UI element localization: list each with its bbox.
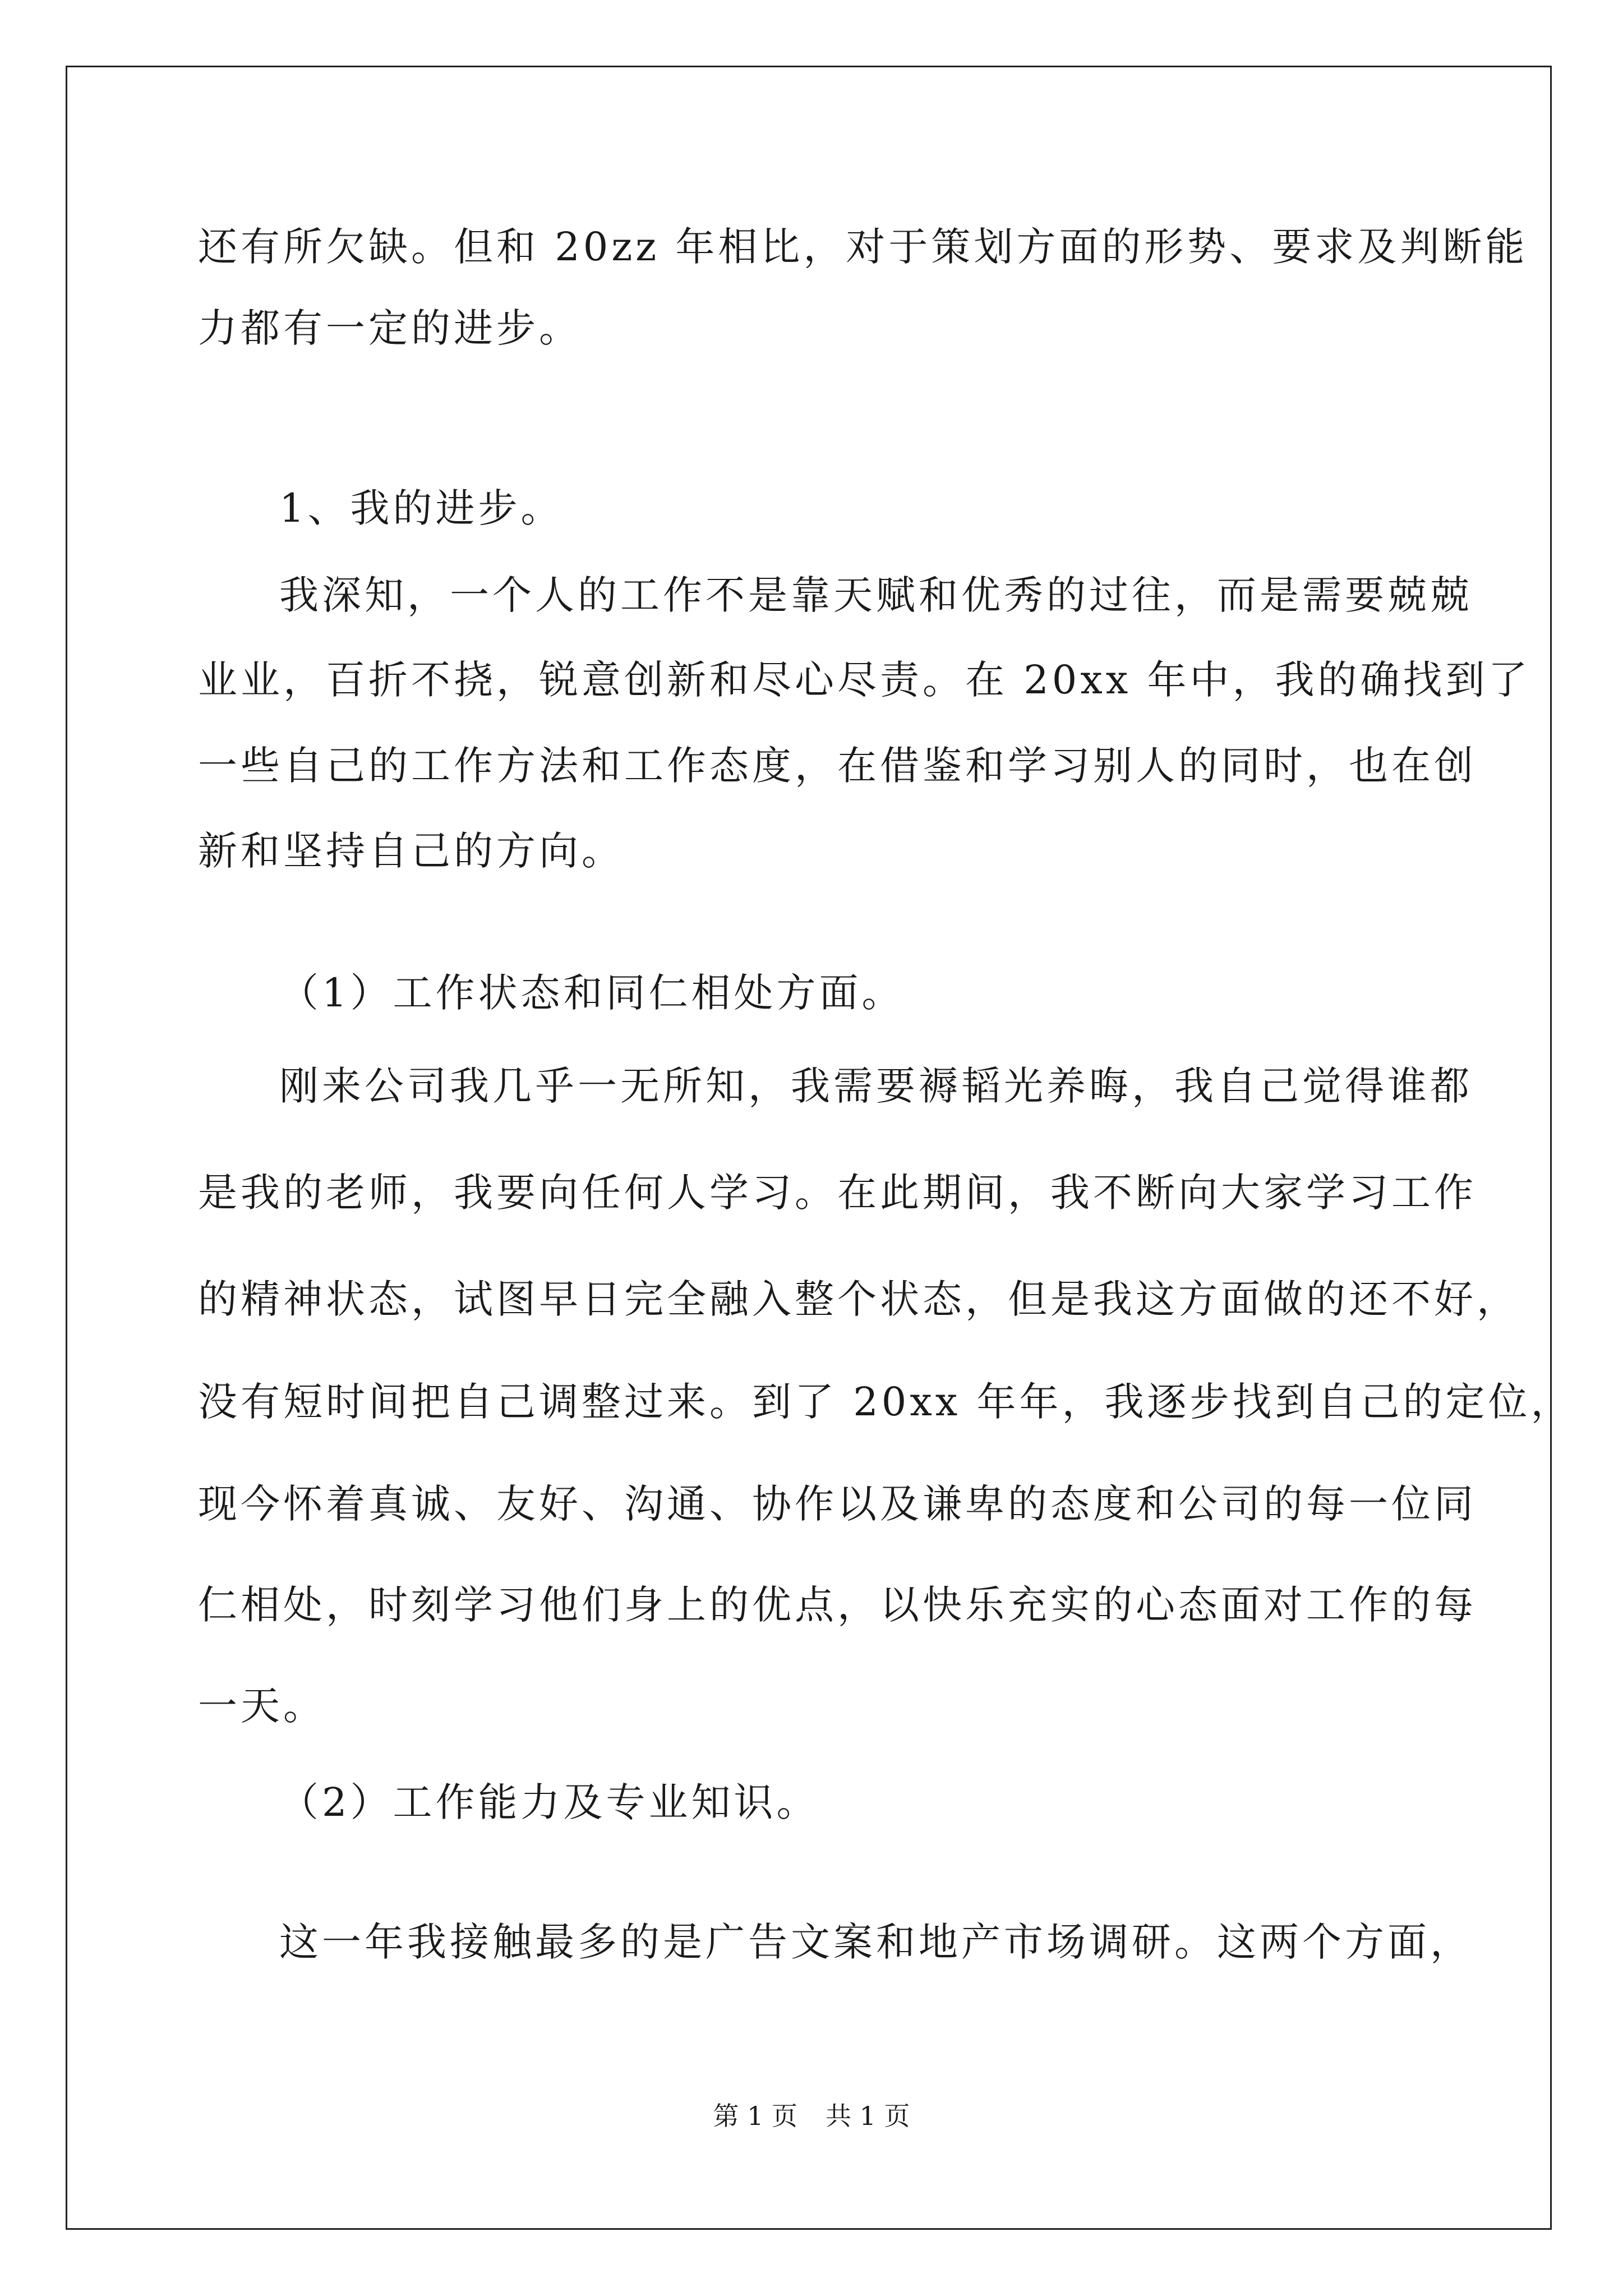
- page-number: 第 1 页: [713, 2101, 797, 2131]
- page-border: [66, 66, 1552, 2230]
- paragraph-line: 我深知，一个人的工作不是靠天赋和优秀的过往，而是需要兢兢: [279, 572, 1473, 618]
- page-total: 共 1 页: [826, 2101, 910, 2131]
- paragraph-line: 新和坚持自己的方向。: [198, 828, 624, 874]
- paragraph-line: 一天。: [198, 1683, 326, 1729]
- paragraph-line: 没有短时间把自己调整过来。到了 20xx 年年，我逐步找到自己的定位，: [198, 1379, 1574, 1425]
- paragraph-line: 一些自己的工作方法和工作态度，在借鉴和学习别人的同时，也在创: [198, 743, 1477, 789]
- paragraph-line: 现今怀着真诚、友好、沟通、协作以及谦卑的态度和公司的每一位同: [198, 1481, 1477, 1527]
- page-footer: [0, 2099, 1623, 2133]
- section-heading: （1）工作状态和同仁相处方面。: [279, 970, 905, 1016]
- paragraph-line: 这一年我接触最多的是广告文案和地产市场调研。这两个方面，: [279, 1919, 1473, 1965]
- paragraph-line: 是我的老师，我要向任何人学习。在此期间，我不断向大家学习工作: [198, 1170, 1477, 1216]
- section-heading: （2）工作能力及专业知识。: [279, 1779, 819, 1825]
- paragraph-line: 仁相处，时刻学习他们身上的优点，以快乐充实的心态面对工作的每: [198, 1582, 1477, 1628]
- paragraph-line: 业业，百折不挠，锐意创新和尽心尽责。在 20xx 年中，我的确找到了: [198, 657, 1531, 703]
- paragraph-line: 还有所欠缺。但和 20zz 年相比，对于策划方面的形势、要求及判断能: [198, 224, 1528, 270]
- section-heading: 1、我的进步。: [279, 485, 564, 531]
- paragraph-line: 的精神状态，试图早日完全融入整个状态，但是我这方面做的还不好，: [198, 1276, 1519, 1322]
- paragraph-line: 刚来公司我几乎一无所知，我需要褥韬光养晦，我自己觉得谁都: [279, 1063, 1473, 1109]
- paragraph-line: 力都有一定的进步。: [198, 305, 582, 351]
